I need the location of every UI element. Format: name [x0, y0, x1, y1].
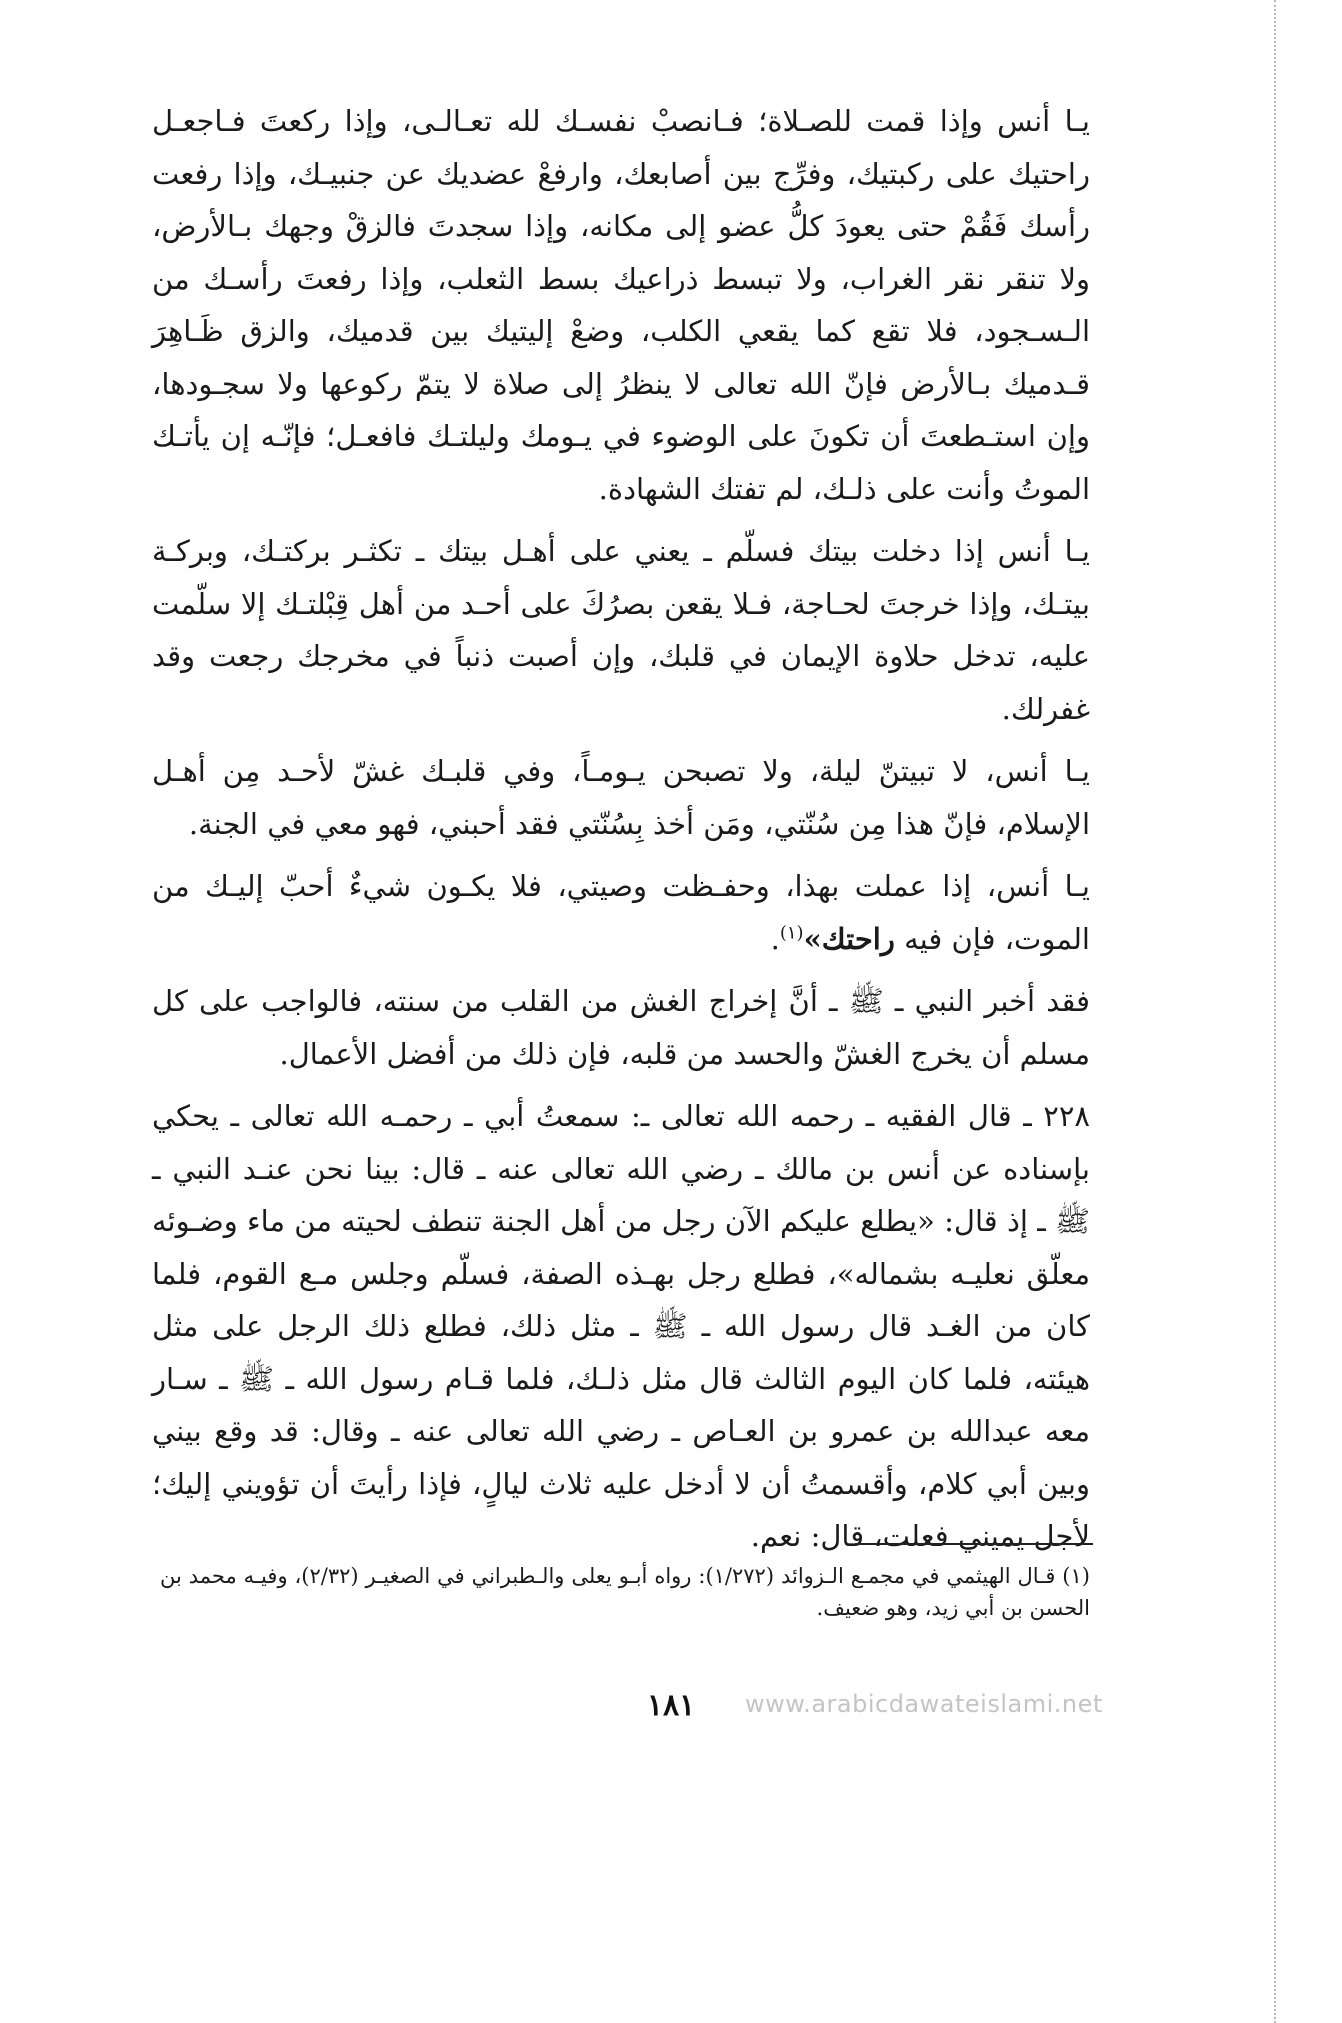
footnote-divider	[855, 1543, 1093, 1545]
footnote-ref-1[interactable]: (١)	[779, 921, 804, 943]
footnotes	[160, 1560, 1090, 1624]
paragraph-4-end: .	[770, 921, 780, 956]
paragraph-3: يـا أنس، لا تبيتنّ ليلة، ولا تصبحن يـومـاً، وفي قلبـك غشّ لأحـد مِن أهـل الإسلام، فإنّ هذا مِن سُنّتي، ومَن أخذ بِسُنّتي فقد أحبني، فهو معي في الجنة.	[152, 754, 1090, 841]
paragraph-1: يـا أنس وإذا قمت للصـلاة؛ فـانصبْ نفسـك لله تعـالـى، وإذا ركعتَ فـاجعـل راحتيك على ركبتيك، وفرِّج بين أصابعك، وارفعْ عضديك عن جنبيـك، وإذا رفعت رأسك فَقُمْ حتى يعودَ كلُّ عضو إلى مكانه، وإذا سجدتَ فالزقْ وجهك بـالأرض، ولا تنقر نقر الغراب، ولا تبسط ذراعيك بسط الثعلب، وإذا رفعتَ رأسـك من الـسـجود، فلا تقع كما يقعي الكلب، وضعْ إليتيك بين قدميك، والزق ظَـاهِرَ قـدميك بـالأرض فإنّ الله تعالى لا ينظرُ إلى صلاة لا يتمّ ركوعها ولا سجـودها، وإن استـطعتَ أن تكونَ على الوضوء في يـومك وليلتـك فافعـل؛ فإنّـه إن يأتـك الموتُ وأنت على ذلـك، لم تفتك الشهادة.	[152, 104, 1090, 506]
footnote-1: (١) قـال الهيثمي في مجمـع الـزوائد (١/٢٧٢): رواه أبـو يعلى والـطبراني في الصغيـر (٢/٣٢)، وفيـه محمد بن الحسن بن أبي زيد، وهو ضعيف.	[160, 1564, 1090, 1620]
page-number: ١٨١	[646, 1688, 696, 1723]
watermark-url: www.arabicdawateislami.net	[745, 1690, 1103, 1718]
paragraph-4	[152, 860, 1090, 965]
paragraph-6: ٢٢٨ ـ قال الفقيه ـ رحمه الله تعالى ـ: سمعتُ أبي ـ رحمـه الله تعالى ـ يحكي بإسناده عن أنس بن مالك ـ رضي الله تعالى عنه ـ قال: بينا نحن عنـد النبي ـ ﷺ ـ إذ قال: «يطلع عليكم الآن رجل من أهل الجنة تنطف لحيته من ماء وضـوئه معلّق نعليـه بشماله»، فطلع رجل بهـذه الصفة، فسلّم وجلس مـع القوم، فلما كان من الغـد قال رسول الله ـ ﷺ ـ مثل ذلك، فطلع ذلك الرجل على مثل هيئته، فلما كان اليوم الثالث قال مثل ذلـك، فلما قـام رسول الله ـ ﷺ ـ سـار معه عبدالله بن عمرو بن العـاص ـ رضي الله تعالى عنه ـ وقال: قد وقع بيني وبين أبي كلام، وأقسمتُ أن لا أدخل عليه ثلاث ليالٍ، فإذا رأيتَ أن تؤويني إليك؛ لأجل يميني فعلت، قال: نعم.	[152, 1099, 1090, 1553]
paragraph-4-bold: راحتك»	[803, 921, 895, 956]
paragraph-2: يـا أنس إذا دخلت بيتك فسلّم ـ يعني على أهـل بيتك ـ تكثـر بركتـك، وبركـة بيتـك، وإذا خرجتَ لحـاجة، فـلا يقعن بصرُكَ على أحـد من أهل قِبْلتـك إلا سلّمت عليه، تدخل حلاوة الإيمان في قلبك، وإن أصبت ذنباً في مخرجك رجعت وقد غفرلك.	[152, 534, 1090, 726]
page-body	[152, 95, 1090, 1573]
paragraph-5: فقد أخبر النبي ـ ﷺ ـ أنَّ إخراج الغش من القلب من سنته، فالواجب على كل مسلم أن يخرج الغشّ والحسد من قلبه، فإن ذلك من أفضل الأعمال.	[152, 984, 1090, 1071]
paragraph-4-text: يـا أنس، إذا عملت بهذا، وحفـظت وصيتي، فلا يكـون شيءٌ أحبّ إليـك من الموت، فإن فيه	[152, 869, 1090, 956]
